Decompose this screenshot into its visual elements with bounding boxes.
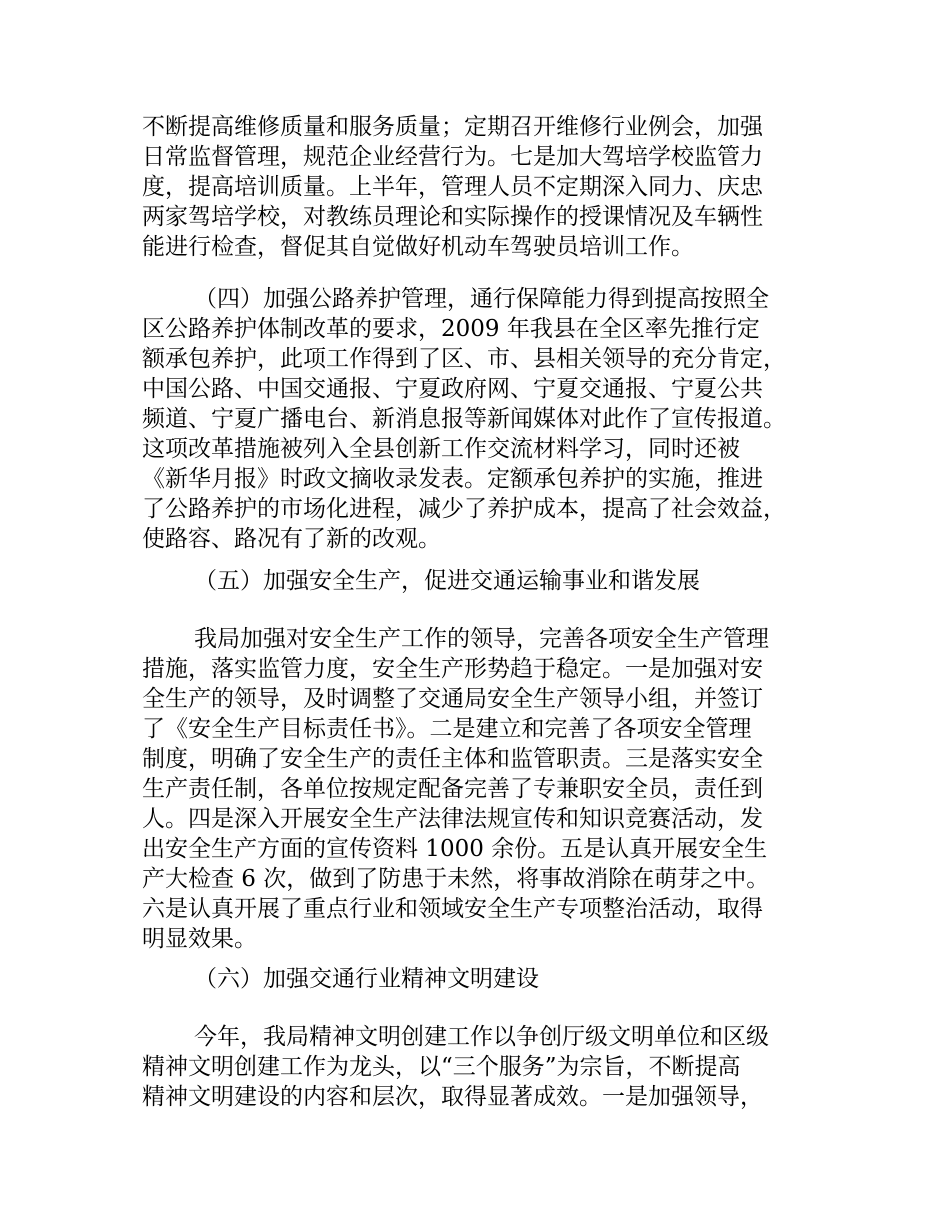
paragraph-line: 日常监督管理，规范企业经营行为。七是加大驾培学校监管力: [142, 144, 763, 170]
paragraph-line: 《新华月报》时政文摘收录发表。定额承包养护的实施，推进: [142, 466, 763, 492]
paragraph-line: 产大检查 6 次，做到了防患于未然，将事故消除在萌芽之中。: [142, 866, 770, 892]
paragraph-line: 使路容、路况有了新的改观。: [142, 526, 441, 552]
paragraph-line: 全生产的领导，及时调整了交通局安全生产领导小组，并签订: [142, 686, 763, 712]
paragraph-line: 今年，我局精神文明创建工作以争创厅级文明单位和区级: [194, 1024, 769, 1050]
paragraph-line: 区公路养护体制改革的要求，2009 年我县在全区率先推行定: [142, 316, 760, 342]
paragraph-line: 出安全生产方面的宣传资料 1000 余份。五是认真开展安全生: [142, 836, 768, 862]
paragraph-line: 这项改革措施被列入全县创新工作交流材料学习，同时还被: [142, 436, 740, 462]
paragraph-line: 不断提高维修质量和服务质量；定期召开维修行业例会，加强: [142, 114, 763, 140]
paragraph-line: 我局加强对安全生产工作的领导，完善各项安全生产管理: [194, 626, 769, 652]
section-heading-line: （五）加强安全生产，促进交通运输事业和谐发展: [194, 568, 700, 594]
paragraph-line: 措施，落实监管力度，安全生产形势趋于稳定。一是加强对安: [142, 656, 763, 682]
section-heading-line: （六）加强交通行业精神文明建设: [194, 966, 539, 992]
paragraph-line: 人。四是深入开展安全生产法律法规宣传和知识竞赛活动，发: [142, 806, 763, 832]
paragraph-line: 了《安全生产目标责任书》。二是建立和完善了各项安全管理: [142, 716, 752, 742]
paragraph-line: 精神文明创建工作为龙头，以“三个服务”为宗旨，不断提高: [142, 1054, 741, 1080]
paragraph-line: 制度，明确了安全生产的责任主体和监管职责。三是落实安全: [142, 746, 763, 772]
paragraph-line: 生产责任制，各单位按规定配备完善了专兼职安全员，责任到: [142, 776, 763, 802]
paragraph-line: 六是认真开展了重点行业和领域安全生产专项整治活动，取得: [142, 896, 763, 922]
paragraph-line: 两家驾培学校，对教练员理论和实际操作的授课情况及车辆性: [142, 204, 763, 230]
paragraph-line: 能进行检查，督促其自觉做好机动车驾驶员培训工作。: [142, 234, 694, 260]
paragraph-line: 精神文明建设的内容和层次，取得显著成效。一是加强领导，: [142, 1084, 763, 1110]
paragraph-line: 中国公路、中国交通报、宁夏政府网、宁夏交通报、宁夏公共: [142, 376, 763, 402]
paragraph-line: 度，提高培训质量。上半年，管理人员不定期深入同力、庆忠: [142, 174, 763, 200]
paragraph-line: 频道、宁夏广播电台、新消息报等新闻媒体对此作了宣传报道。: [142, 406, 786, 432]
paragraph-line: （四）加强公路养护管理，通行保障能力得到提高按照全: [194, 286, 769, 312]
paragraph-line: 额承包养护，此项工作得到了区、市、县相关领导的充分肯定，: [142, 346, 786, 372]
paragraph-line: 了公路养护的市场化进程，减少了养护成本，提高了社会效益，: [142, 496, 786, 522]
paragraph-line: 明显效果。: [142, 926, 257, 952]
